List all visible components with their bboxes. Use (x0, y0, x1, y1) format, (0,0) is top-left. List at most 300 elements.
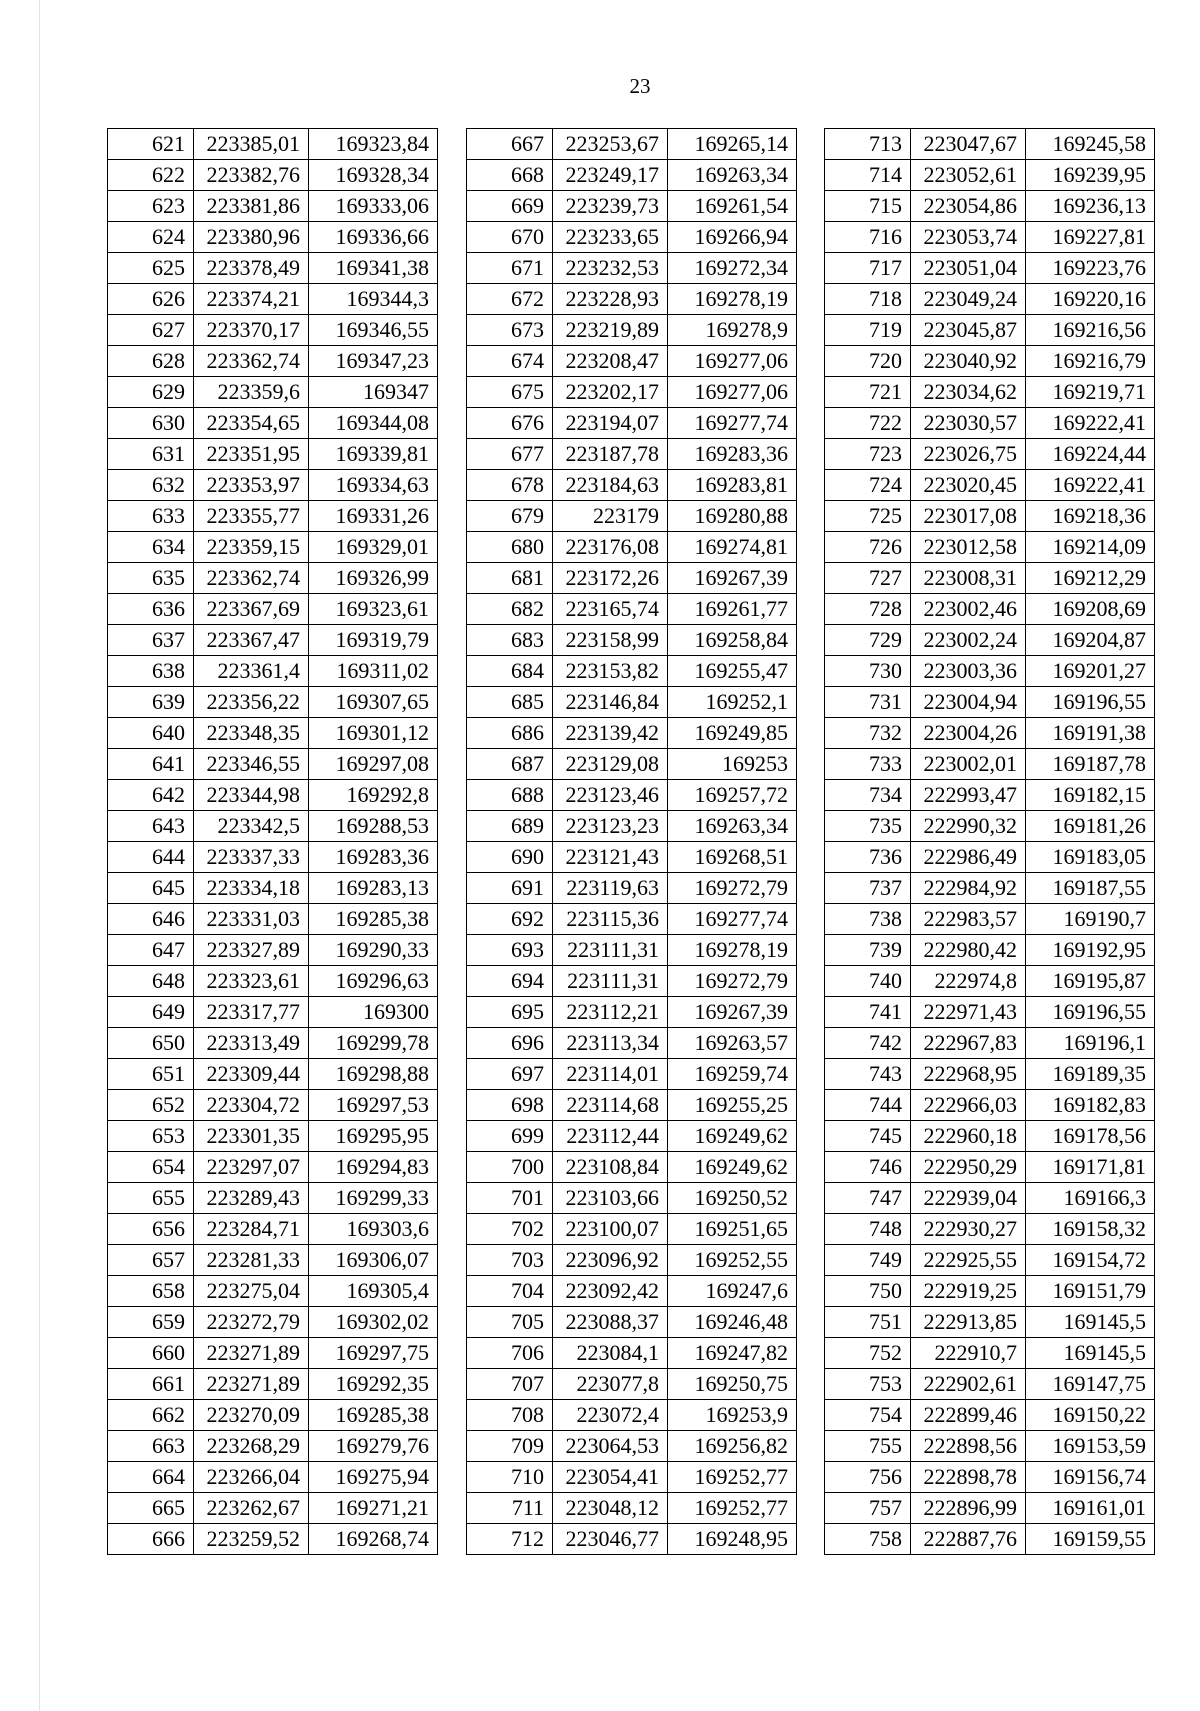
point-number-cell: 705 (467, 1307, 553, 1338)
y-coordinate-cell: 169182,83 (1026, 1090, 1155, 1121)
x-coordinate-cell: 223115,36 (553, 904, 668, 935)
table-row (467, 1090, 797, 1121)
x-coordinate-cell: 223026,75 (911, 439, 1026, 470)
point-number-cell: 720 (825, 346, 911, 377)
point-number-cell: 743 (825, 1059, 911, 1090)
y-coordinate-cell: 169183,05 (1026, 842, 1155, 873)
y-coordinate-cell: 169303,6 (309, 1214, 438, 1245)
point-number-cell: 624 (108, 222, 194, 253)
point-number-cell: 675 (467, 377, 553, 408)
table-row (825, 160, 1155, 191)
table-row (467, 346, 797, 377)
table-row (467, 1493, 797, 1524)
point-number-cell: 631 (108, 439, 194, 470)
x-coordinate-cell: 223084,1 (553, 1338, 668, 1369)
x-coordinate-cell: 223103,66 (553, 1183, 668, 1214)
table-row (467, 1307, 797, 1338)
point-number-cell: 644 (108, 842, 194, 873)
point-number-cell: 628 (108, 346, 194, 377)
y-coordinate-cell: 169294,83 (309, 1152, 438, 1183)
y-coordinate-cell: 169274,81 (668, 532, 797, 563)
x-coordinate-cell: 223304,72 (194, 1090, 309, 1121)
y-coordinate-cell: 169344,3 (309, 284, 438, 315)
x-coordinate-cell: 223351,95 (194, 439, 309, 470)
point-number-cell: 668 (467, 160, 553, 191)
x-coordinate-cell: 223253,67 (553, 129, 668, 160)
table-row (108, 1524, 438, 1555)
y-coordinate-cell: 169346,55 (309, 315, 438, 346)
y-coordinate-cell: 169302,02 (309, 1307, 438, 1338)
table-row (467, 904, 797, 935)
point-number-cell: 758 (825, 1524, 911, 1555)
y-coordinate-cell: 169239,95 (1026, 160, 1155, 191)
x-coordinate-cell: 223008,31 (911, 563, 1026, 594)
table-row (108, 346, 438, 377)
y-coordinate-cell: 169258,84 (668, 625, 797, 656)
y-coordinate-cell: 169347 (309, 377, 438, 408)
y-coordinate-cell: 169272,79 (668, 873, 797, 904)
table-row (825, 687, 1155, 718)
y-coordinate-cell: 169347,23 (309, 346, 438, 377)
point-number-cell: 757 (825, 1493, 911, 1524)
table-row (108, 997, 438, 1028)
x-coordinate-cell: 223281,33 (194, 1245, 309, 1276)
y-coordinate-cell: 169292,8 (309, 780, 438, 811)
point-number-cell: 638 (108, 656, 194, 687)
table-row (467, 687, 797, 718)
point-number-cell: 688 (467, 780, 553, 811)
x-coordinate-cell: 222899,46 (911, 1400, 1026, 1431)
x-coordinate-cell: 223002,01 (911, 749, 1026, 780)
y-coordinate-cell: 169208,69 (1026, 594, 1155, 625)
table-row (108, 594, 438, 625)
point-number-cell: 734 (825, 780, 911, 811)
x-coordinate-cell: 223233,65 (553, 222, 668, 253)
point-number-cell: 662 (108, 1400, 194, 1431)
point-number-cell: 621 (108, 129, 194, 160)
table-row (825, 346, 1155, 377)
x-coordinate-cell: 223146,84 (553, 687, 668, 718)
table-row (108, 749, 438, 780)
table-row (108, 408, 438, 439)
y-coordinate-cell: 169153,59 (1026, 1431, 1155, 1462)
x-coordinate-cell: 223362,74 (194, 563, 309, 594)
point-number-cell: 650 (108, 1028, 194, 1059)
table-row (825, 749, 1155, 780)
x-coordinate-cell: 223356,22 (194, 687, 309, 718)
x-coordinate-cell: 223275,04 (194, 1276, 309, 1307)
point-number-cell: 666 (108, 1524, 194, 1555)
y-coordinate-cell: 169278,19 (668, 284, 797, 315)
y-coordinate-cell: 169267,39 (668, 997, 797, 1028)
table-row (108, 1462, 438, 1493)
table-row (108, 1431, 438, 1462)
x-coordinate-cell: 223309,44 (194, 1059, 309, 1090)
point-number-cell: 740 (825, 966, 911, 997)
table-row (825, 1214, 1155, 1245)
table-row (825, 1462, 1155, 1493)
point-number-cell: 633 (108, 501, 194, 532)
x-coordinate-cell: 223353,97 (194, 470, 309, 501)
y-coordinate-cell: 169323,61 (309, 594, 438, 625)
y-coordinate-cell: 169283,36 (309, 842, 438, 873)
point-number-cell: 719 (825, 315, 911, 346)
x-coordinate-cell: 223289,43 (194, 1183, 309, 1214)
y-coordinate-cell: 169272,34 (668, 253, 797, 284)
table-row (108, 1214, 438, 1245)
table-row (108, 1245, 438, 1276)
page-number: 23 (629, 74, 651, 98)
point-number-cell: 652 (108, 1090, 194, 1121)
point-number-cell: 717 (825, 253, 911, 284)
point-number-cell: 622 (108, 160, 194, 191)
point-number-cell: 676 (467, 408, 553, 439)
point-number-cell: 711 (467, 1493, 553, 1524)
x-coordinate-cell: 223313,49 (194, 1028, 309, 1059)
x-coordinate-cell: 223270,09 (194, 1400, 309, 1431)
y-coordinate-cell: 169161,01 (1026, 1493, 1155, 1524)
table-row (825, 873, 1155, 904)
point-number-cell: 691 (467, 873, 553, 904)
table-row (467, 656, 797, 687)
y-coordinate-cell: 169190,7 (1026, 904, 1155, 935)
point-number-cell: 697 (467, 1059, 553, 1090)
table-row (467, 377, 797, 408)
table-row (467, 532, 797, 563)
x-coordinate-cell: 223003,36 (911, 656, 1026, 687)
point-number-cell: 670 (467, 222, 553, 253)
table-row (825, 1121, 1155, 1152)
point-number-cell: 701 (467, 1183, 553, 1214)
y-coordinate-cell: 169154,72 (1026, 1245, 1155, 1276)
table-row (825, 563, 1155, 594)
table-row (108, 284, 438, 315)
x-coordinate-cell: 223045,87 (911, 315, 1026, 346)
point-number-cell: 730 (825, 656, 911, 687)
table-row (108, 842, 438, 873)
point-number-cell: 679 (467, 501, 553, 532)
table-row (825, 811, 1155, 842)
x-coordinate-cell: 223111,31 (553, 935, 668, 966)
y-coordinate-cell: 169261,54 (668, 191, 797, 222)
y-coordinate-cell: 169252,1 (668, 687, 797, 718)
table-row (825, 501, 1155, 532)
x-coordinate-cell: 222993,47 (911, 780, 1026, 811)
point-number-cell: 736 (825, 842, 911, 873)
point-number-cell: 712 (467, 1524, 553, 1555)
table-row (467, 563, 797, 594)
y-coordinate-cell: 169336,66 (309, 222, 438, 253)
table-row (825, 718, 1155, 749)
table-row (108, 656, 438, 687)
table-row (467, 1152, 797, 1183)
coordinates-table-2 (466, 128, 797, 1555)
table-row (108, 160, 438, 191)
table-row (108, 315, 438, 346)
table-row (108, 1369, 438, 1400)
point-number-cell: 674 (467, 346, 553, 377)
point-number-cell: 723 (825, 439, 911, 470)
y-coordinate-cell: 169277,06 (668, 346, 797, 377)
point-number-cell: 726 (825, 532, 911, 563)
x-coordinate-cell: 223004,94 (911, 687, 1026, 718)
point-number-cell: 696 (467, 1028, 553, 1059)
table-row (108, 1400, 438, 1431)
x-coordinate-cell: 222971,43 (911, 997, 1026, 1028)
point-number-cell: 643 (108, 811, 194, 842)
point-number-cell: 634 (108, 532, 194, 563)
x-coordinate-cell: 223219,89 (553, 315, 668, 346)
point-number-cell: 651 (108, 1059, 194, 1090)
table-row (467, 842, 797, 873)
point-number-cell: 753 (825, 1369, 911, 1400)
y-coordinate-cell: 169305,4 (309, 1276, 438, 1307)
point-number-cell: 699 (467, 1121, 553, 1152)
x-coordinate-cell: 223100,07 (553, 1214, 668, 1245)
table-row (467, 408, 797, 439)
table-row (108, 1059, 438, 1090)
x-coordinate-cell: 222960,18 (911, 1121, 1026, 1152)
point-number-cell: 677 (467, 439, 553, 470)
y-coordinate-cell: 169227,81 (1026, 222, 1155, 253)
x-coordinate-cell: 223272,79 (194, 1307, 309, 1338)
table-row (467, 873, 797, 904)
y-coordinate-cell: 169249,62 (668, 1152, 797, 1183)
table-row (467, 997, 797, 1028)
point-number-cell: 752 (825, 1338, 911, 1369)
y-coordinate-cell: 169158,32 (1026, 1214, 1155, 1245)
x-coordinate-cell: 223096,92 (553, 1245, 668, 1276)
y-coordinate-cell: 169285,38 (309, 1400, 438, 1431)
x-coordinate-cell: 222925,55 (911, 1245, 1026, 1276)
x-coordinate-cell: 223072,4 (553, 1400, 668, 1431)
x-coordinate-cell: 223187,78 (553, 439, 668, 470)
y-coordinate-cell: 169334,63 (309, 470, 438, 501)
table-row (108, 439, 438, 470)
point-number-cell: 654 (108, 1152, 194, 1183)
point-number-cell: 708 (467, 1400, 553, 1431)
x-coordinate-cell: 223262,67 (194, 1493, 309, 1524)
table-row (825, 1245, 1155, 1276)
table-row (467, 1183, 797, 1214)
table-row (467, 1338, 797, 1369)
y-coordinate-cell: 169267,39 (668, 563, 797, 594)
y-coordinate-cell: 169145,5 (1026, 1338, 1155, 1369)
table-row (108, 129, 438, 160)
point-number-cell: 710 (467, 1462, 553, 1493)
table-row (467, 191, 797, 222)
point-number-cell: 625 (108, 253, 194, 284)
table-row (825, 377, 1155, 408)
point-number-cell: 653 (108, 1121, 194, 1152)
x-coordinate-cell: 223342,5 (194, 811, 309, 842)
x-coordinate-cell: 222930,27 (911, 1214, 1026, 1245)
table-row (108, 873, 438, 904)
table-row (108, 780, 438, 811)
point-number-cell: 665 (108, 1493, 194, 1524)
x-coordinate-cell: 223317,77 (194, 997, 309, 1028)
x-coordinate-cell: 223346,55 (194, 749, 309, 780)
x-coordinate-cell: 223176,08 (553, 532, 668, 563)
y-coordinate-cell: 169247,6 (668, 1276, 797, 1307)
table-row (467, 1245, 797, 1276)
y-coordinate-cell: 169182,15 (1026, 780, 1155, 811)
point-number-cell: 706 (467, 1338, 553, 1369)
point-number-cell: 718 (825, 284, 911, 315)
x-coordinate-cell: 223367,69 (194, 594, 309, 625)
table-row (467, 749, 797, 780)
y-coordinate-cell: 169285,38 (309, 904, 438, 935)
point-number-cell: 647 (108, 935, 194, 966)
x-coordinate-cell: 223012,58 (911, 532, 1026, 563)
point-number-cell: 735 (825, 811, 911, 842)
table-row (108, 1183, 438, 1214)
table-row (825, 1059, 1155, 1090)
point-number-cell: 724 (825, 470, 911, 501)
x-coordinate-cell: 223382,76 (194, 160, 309, 191)
y-coordinate-cell: 169268,74 (309, 1524, 438, 1555)
y-coordinate-cell: 169189,35 (1026, 1059, 1155, 1090)
y-coordinate-cell: 169301,12 (309, 718, 438, 749)
y-coordinate-cell: 169150,22 (1026, 1400, 1155, 1431)
point-number-cell: 689 (467, 811, 553, 842)
y-coordinate-cell: 169265,14 (668, 129, 797, 160)
point-number-cell: 627 (108, 315, 194, 346)
table-row (467, 811, 797, 842)
y-coordinate-cell: 169251,65 (668, 1214, 797, 1245)
y-coordinate-cell: 169328,34 (309, 160, 438, 191)
y-coordinate-cell: 169307,65 (309, 687, 438, 718)
point-number-cell: 663 (108, 1431, 194, 1462)
table-row (825, 253, 1155, 284)
x-coordinate-cell: 222898,78 (911, 1462, 1026, 1493)
point-number-cell: 686 (467, 718, 553, 749)
y-coordinate-cell: 169196,55 (1026, 997, 1155, 1028)
table-row (108, 811, 438, 842)
table-row (467, 780, 797, 811)
table-row (825, 1307, 1155, 1338)
point-number-cell: 755 (825, 1431, 911, 1462)
y-coordinate-cell: 169344,08 (309, 408, 438, 439)
y-coordinate-cell: 169219,71 (1026, 377, 1155, 408)
table-row (825, 842, 1155, 873)
y-coordinate-cell: 169323,84 (309, 129, 438, 160)
table-row (825, 129, 1155, 160)
table-row (825, 315, 1155, 346)
point-number-cell: 737 (825, 873, 911, 904)
y-coordinate-cell: 169212,29 (1026, 563, 1155, 594)
y-coordinate-cell: 169311,02 (309, 656, 438, 687)
point-number-cell: 727 (825, 563, 911, 594)
x-coordinate-cell: 223374,21 (194, 284, 309, 315)
y-coordinate-cell: 169171,81 (1026, 1152, 1155, 1183)
x-coordinate-cell: 222990,32 (911, 811, 1026, 842)
x-coordinate-cell: 223367,47 (194, 625, 309, 656)
point-number-cell: 661 (108, 1369, 194, 1400)
table-row (825, 1524, 1155, 1555)
table-row (825, 1338, 1155, 1369)
x-coordinate-cell: 222913,85 (911, 1307, 1026, 1338)
x-coordinate-cell: 222983,57 (911, 904, 1026, 935)
page-margin-line (39, 0, 40, 1711)
point-number-cell: 745 (825, 1121, 911, 1152)
table-row (467, 1400, 797, 1431)
y-coordinate-cell: 169218,36 (1026, 501, 1155, 532)
table-row (825, 966, 1155, 997)
x-coordinate-cell: 223108,84 (553, 1152, 668, 1183)
x-coordinate-cell: 223172,26 (553, 563, 668, 594)
table-row (467, 501, 797, 532)
x-coordinate-cell: 223359,6 (194, 377, 309, 408)
x-coordinate-cell: 223179 (553, 501, 668, 532)
point-number-cell: 680 (467, 532, 553, 563)
x-coordinate-cell: 223232,53 (553, 253, 668, 284)
x-coordinate-cell: 223327,89 (194, 935, 309, 966)
x-coordinate-cell: 222887,76 (911, 1524, 1026, 1555)
x-coordinate-cell: 223052,61 (911, 160, 1026, 191)
table-row (825, 284, 1155, 315)
point-number-cell: 626 (108, 284, 194, 315)
table-row (467, 222, 797, 253)
point-number-cell: 739 (825, 935, 911, 966)
table-row (467, 1059, 797, 1090)
y-coordinate-cell: 169248,95 (668, 1524, 797, 1555)
table-row (108, 470, 438, 501)
x-coordinate-cell: 223054,41 (553, 1462, 668, 1493)
point-number-cell: 678 (467, 470, 553, 501)
point-number-cell: 731 (825, 687, 911, 718)
x-coordinate-cell: 222966,03 (911, 1090, 1026, 1121)
y-coordinate-cell: 169222,41 (1026, 408, 1155, 439)
point-number-cell: 648 (108, 966, 194, 997)
x-coordinate-cell: 223112,21 (553, 997, 668, 1028)
point-number-cell: 636 (108, 594, 194, 625)
x-coordinate-cell: 223202,17 (553, 377, 668, 408)
y-coordinate-cell: 169145,5 (1026, 1307, 1155, 1338)
point-number-cell: 658 (108, 1276, 194, 1307)
x-coordinate-cell: 222898,56 (911, 1431, 1026, 1462)
point-number-cell: 703 (467, 1245, 553, 1276)
point-number-cell: 732 (825, 718, 911, 749)
y-coordinate-cell: 169216,79 (1026, 346, 1155, 377)
y-coordinate-cell: 169298,88 (309, 1059, 438, 1090)
x-coordinate-cell: 223030,57 (911, 408, 1026, 439)
y-coordinate-cell: 169196,55 (1026, 687, 1155, 718)
y-coordinate-cell: 169250,75 (668, 1369, 797, 1400)
y-coordinate-cell: 169147,75 (1026, 1369, 1155, 1400)
point-number-cell: 714 (825, 160, 911, 191)
table-row (825, 1028, 1155, 1059)
table-row (825, 780, 1155, 811)
point-number-cell: 687 (467, 749, 553, 780)
table-row (108, 1121, 438, 1152)
x-coordinate-cell: 223114,01 (553, 1059, 668, 1090)
y-coordinate-cell: 169329,01 (309, 532, 438, 563)
y-coordinate-cell: 169159,55 (1026, 1524, 1155, 1555)
x-coordinate-cell: 223344,98 (194, 780, 309, 811)
x-coordinate-cell: 223046,77 (553, 1524, 668, 1555)
table-row (825, 904, 1155, 935)
y-coordinate-cell: 169252,55 (668, 1245, 797, 1276)
table-row (108, 1028, 438, 1059)
point-number-cell: 659 (108, 1307, 194, 1338)
x-coordinate-cell: 223051,04 (911, 253, 1026, 284)
point-number-cell: 700 (467, 1152, 553, 1183)
y-coordinate-cell: 169297,53 (309, 1090, 438, 1121)
x-coordinate-cell: 223002,46 (911, 594, 1026, 625)
x-coordinate-cell: 223361,4 (194, 656, 309, 687)
coordinates-table-3 (824, 128, 1155, 1555)
